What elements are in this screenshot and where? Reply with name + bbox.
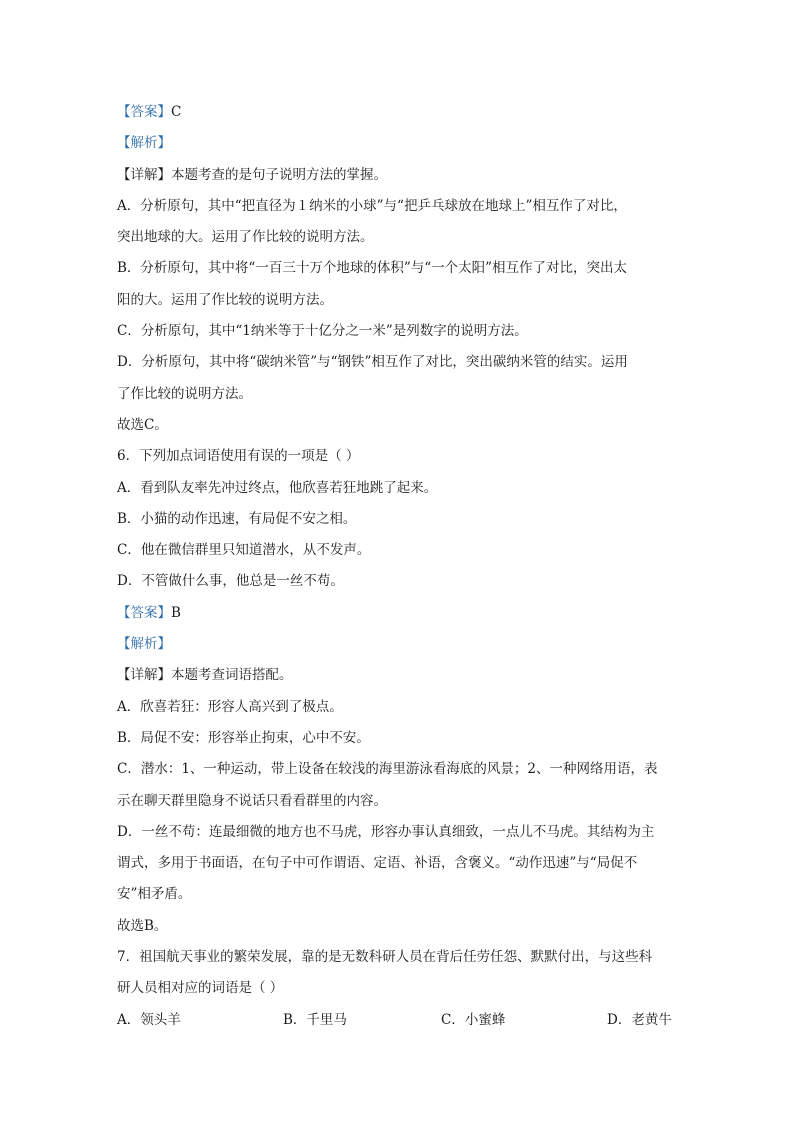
analysis-text-line: C．分析原句，其中“1纳米等于十亿分之一米”是列数字的说明方法。	[117, 323, 528, 340]
detail-tag: 【详解】	[117, 667, 171, 684]
conclusion-line: 故选B。	[117, 917, 168, 934]
question-6-stem: 6．下列加点词语使用有误的一项是（ ）	[117, 448, 360, 465]
analysis-text-line: 了作比较的说明方法。	[117, 385, 252, 402]
analysis-text-line: 阳的大。运用了作比较的说明方法。	[117, 291, 333, 308]
answer-value: C	[171, 104, 182, 120]
answer-line	[117, 101, 677, 132]
detail-intro: 本题考查的是句子说明方法的掌握。	[171, 166, 387, 183]
analysis-text-line: 谓式，多用于书面语，在句子中可作谓语、定语、补语，含褒义。“动作迅速”与“局促不	[117, 855, 638, 872]
question-7-option-a: A．领头羊	[117, 1011, 181, 1028]
detail-line	[117, 664, 677, 695]
detail-line	[117, 164, 677, 195]
question-6-option: A．看到队友率先冲过终点，他欣喜若狂地跳了起来。	[117, 479, 438, 496]
question-7-option-d: D．老黄牛	[607, 1011, 672, 1028]
analysis-text-line: C．潜水：1、一种运动，带上设备在较浅的海里游泳看海底的风景；2、一种网络用语，表	[117, 761, 658, 778]
analysis-text-line: 安”相矛盾。	[117, 886, 192, 903]
question-7-option-c: C．小蜜蜂	[441, 1011, 506, 1028]
question-6-option: C．他在微信群里只知道潜水，从不发声。	[117, 542, 371, 559]
analysis-text-line: 示在聊天群里隐身不说话只看看群里的内容。	[117, 792, 387, 809]
question-7-stem-line: 7．祖国航天事业的繁荣发展，靠的是无数科研人员在背后任劳任怨、默默付出，与这些科	[117, 949, 653, 966]
conclusion-line: 故选C。	[117, 416, 168, 433]
analysis-text-line: A．欣喜若狂：形容人高兴到了极点。	[117, 698, 343, 715]
question-6-option: D．不管做什么事，他总是一丝不苟。	[117, 573, 344, 590]
analysis-text-line: 突出地球的大。运用了作比较的说明方法。	[117, 229, 374, 246]
analysis-text-line: B．分析原句，其中将“一百三十万个地球的体积”与“一个太阳”相互作了对比，突出太	[117, 260, 628, 277]
analysis-text-line: D．分析原句，其中将“碳纳米管”与“钢铁”相互作了对比，突出碳纳米管的结实。运用	[117, 354, 628, 371]
detail-tag: 【详解】	[117, 166, 171, 183]
analysis-tag: 【解析】	[117, 135, 171, 152]
analysis-tag: 【解析】	[117, 636, 171, 653]
analysis-text-line: D．一丝不苟：连最细微的地方也不马虎，形容办事认真细致，一点儿不马虎。其结构为主	[117, 823, 655, 840]
analysis-text-line: B．局促不安：形容举止拘束，心中不安。	[117, 729, 370, 746]
answer-tag: 【答案】	[117, 604, 171, 621]
question-7-stem-line: 研人员相对应的词语是（ ）	[117, 980, 284, 997]
answer-value: B	[171, 604, 181, 621]
analysis-text-line: A．分析原句，其中“把直径为１纳米的小球”与“把乒乓球放在地球上”相互作了对比，	[117, 197, 627, 214]
question-7-options	[117, 1009, 677, 1040]
document-page	[117, 101, 677, 1040]
question-6-option: B．小猫的动作迅速，有局促不安之相。	[117, 510, 357, 527]
answer-tag: 【答案】	[117, 104, 171, 120]
answer-line	[117, 602, 677, 633]
analysis-line	[117, 633, 677, 664]
analysis-line	[117, 132, 677, 163]
detail-intro: 本题考查词语搭配。	[171, 667, 293, 684]
question-7-option-b: B．千里马	[283, 1011, 347, 1028]
